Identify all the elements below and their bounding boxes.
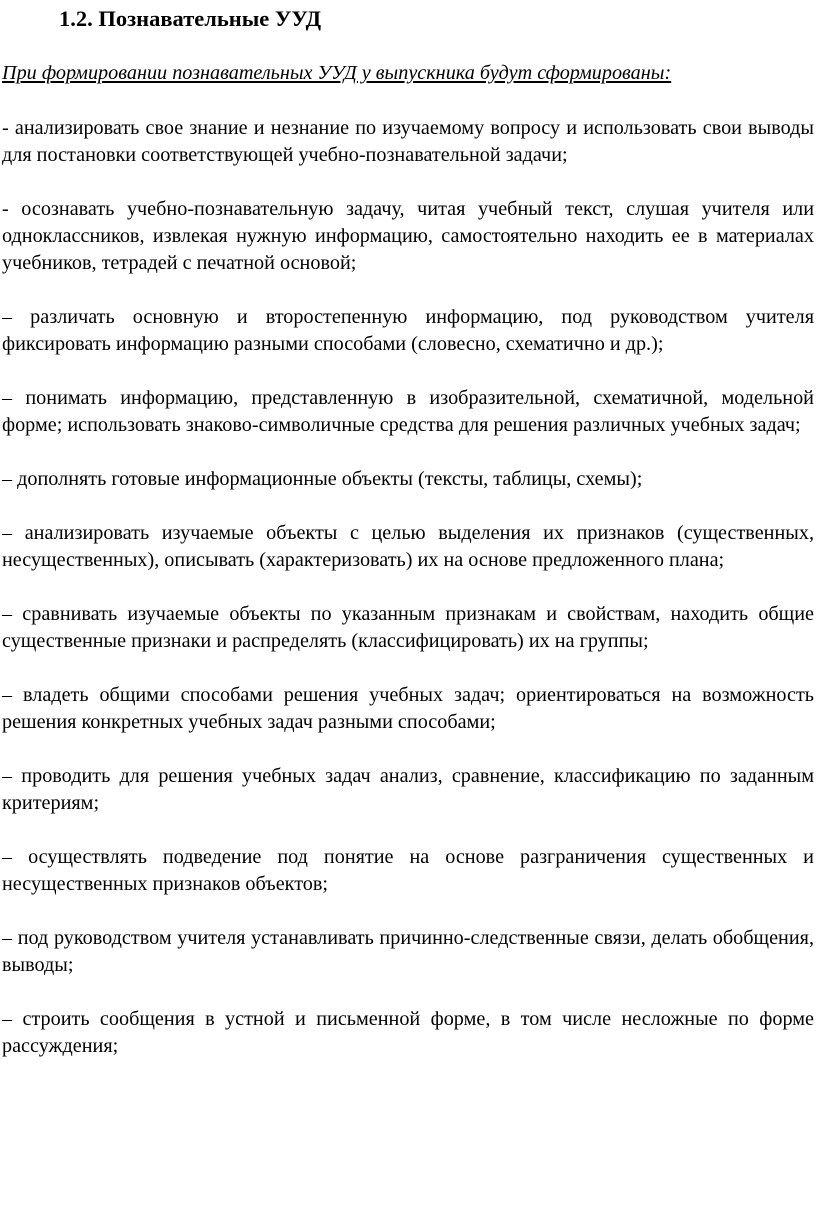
list-item: – дополнять готовые информационные объекты (тексты, таблицы, схемы); bbox=[2, 468, 643, 490]
list-item: – осуществлять подведение под понятие на основе разграничения существенных и несущественных признаков объектов; bbox=[2, 846, 814, 895]
list-item: – владеть общими способами решения учебных задач; ориентироваться на возможность решения конкретных учебных задач разными способами; bbox=[2, 684, 814, 733]
list-item: - анализировать свое знание и незнание по изучаемому вопросу и использовать свои выводы для постановки соответствующей учебно-познавательной задачи; bbox=[2, 117, 814, 166]
section-heading: 1.2. Познавательные УУД bbox=[59, 6, 322, 31]
intro-text: При формировании познавательных УУД у выпускника будут сформированы: bbox=[2, 62, 672, 84]
list-item: – проводить для решения учебных задач анализ, сравнение, классификацию по заданным критериям; bbox=[2, 765, 814, 814]
list-item: – анализировать изучаемые объекты с целью выделения их признаков (существенных, несущественных), описывать (характеризовать) их на основе предложенного плана; bbox=[2, 522, 814, 571]
list-item: – сравнивать изучаемые объекты по указанным признакам и свойствам, находить общие существенные признаки и распределять (классифицировать) их на группы; bbox=[2, 603, 814, 652]
list-item: – понимать информацию, представленную в изобразительной, схематичной, модельной форме; использовать знаково-символичные средства для решения различных учебных задач; bbox=[2, 387, 814, 436]
list-item: – под руководством учителя устанавливать причинно-следственные связи, делать обобщения, выводы; bbox=[2, 927, 814, 976]
list-item: – различать основную и второстепенную информацию, под руководством учителя фиксировать информацию разными способами (словесно, схематично и др.); bbox=[2, 306, 814, 355]
list-item: - осознавать учебно-познавательную задачу, читая учебный текст, слушая учителя или одноклассников, извлекая нужную информацию, самостоятельно находить ее в материалах учебников, тетрадей с печатной основой; bbox=[2, 198, 814, 274]
list-item: – строить сообщения в устной и письменной форме, в том числе несложные по форме рассуждения; bbox=[2, 1008, 814, 1057]
skills-list bbox=[2, 115, 814, 1087]
